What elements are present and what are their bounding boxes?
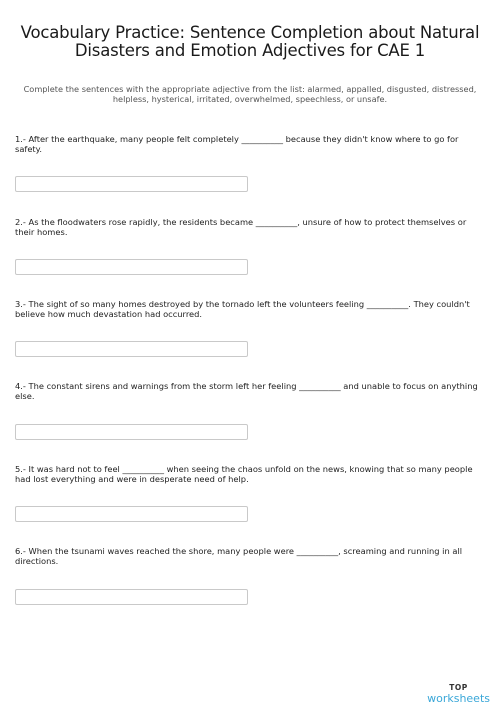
question-1: 1.- After the earthquake, many people felt completely __________ because they didn't know where to go for safety.	[15, 134, 459, 154]
answer-input-2[interactable]	[15, 259, 248, 275]
logo-bottom-text: worksheets	[427, 691, 490, 705]
question-5: 5.- It was hard not to feel __________ when seeing the chaos unfold on the news, knowing that so many people had lost everything and were in desperate need of help.	[15, 464, 473, 484]
answer-input-6[interactable]	[15, 589, 248, 605]
question-4: 4.- The constant sirens and warnings from the storm left her feeling __________ and unable to focus on anything else.	[15, 381, 478, 401]
answer-input-4[interactable]	[15, 424, 248, 440]
question-6: 6.- When the tsunami waves reached the shore, many people were __________, screaming and running in all directions.	[15, 546, 463, 566]
answer-input-5[interactable]	[15, 506, 248, 522]
question-3: 3.- The sight of so many homes destroyed by the tornado left the volunteers feeling __________. They couldn't believe how much devastation had occurred.	[15, 299, 470, 319]
instructions: Complete the sentences with the appropriate adjective from the list: alarmed, appalled, disgusted, distressed, helpless, hysterical, irritated, overwhelmed, speechless, or unsafe.	[23, 84, 477, 104]
worksheet-title: Vocabulary Practice: Sentence Completion about Natural Disasters and Emotion Adjectives for CAE 1	[20, 23, 480, 60]
answer-input-3[interactable]	[15, 341, 248, 357]
answer-input-1[interactable]	[15, 176, 248, 192]
logo-top-text: TOP	[449, 683, 468, 692]
question-2: 2.- As the floodwaters rose rapidly, the residents became __________, unsure of how to protect themselves or their homes.	[15, 217, 467, 237]
top-worksheets-logo	[427, 684, 490, 704]
